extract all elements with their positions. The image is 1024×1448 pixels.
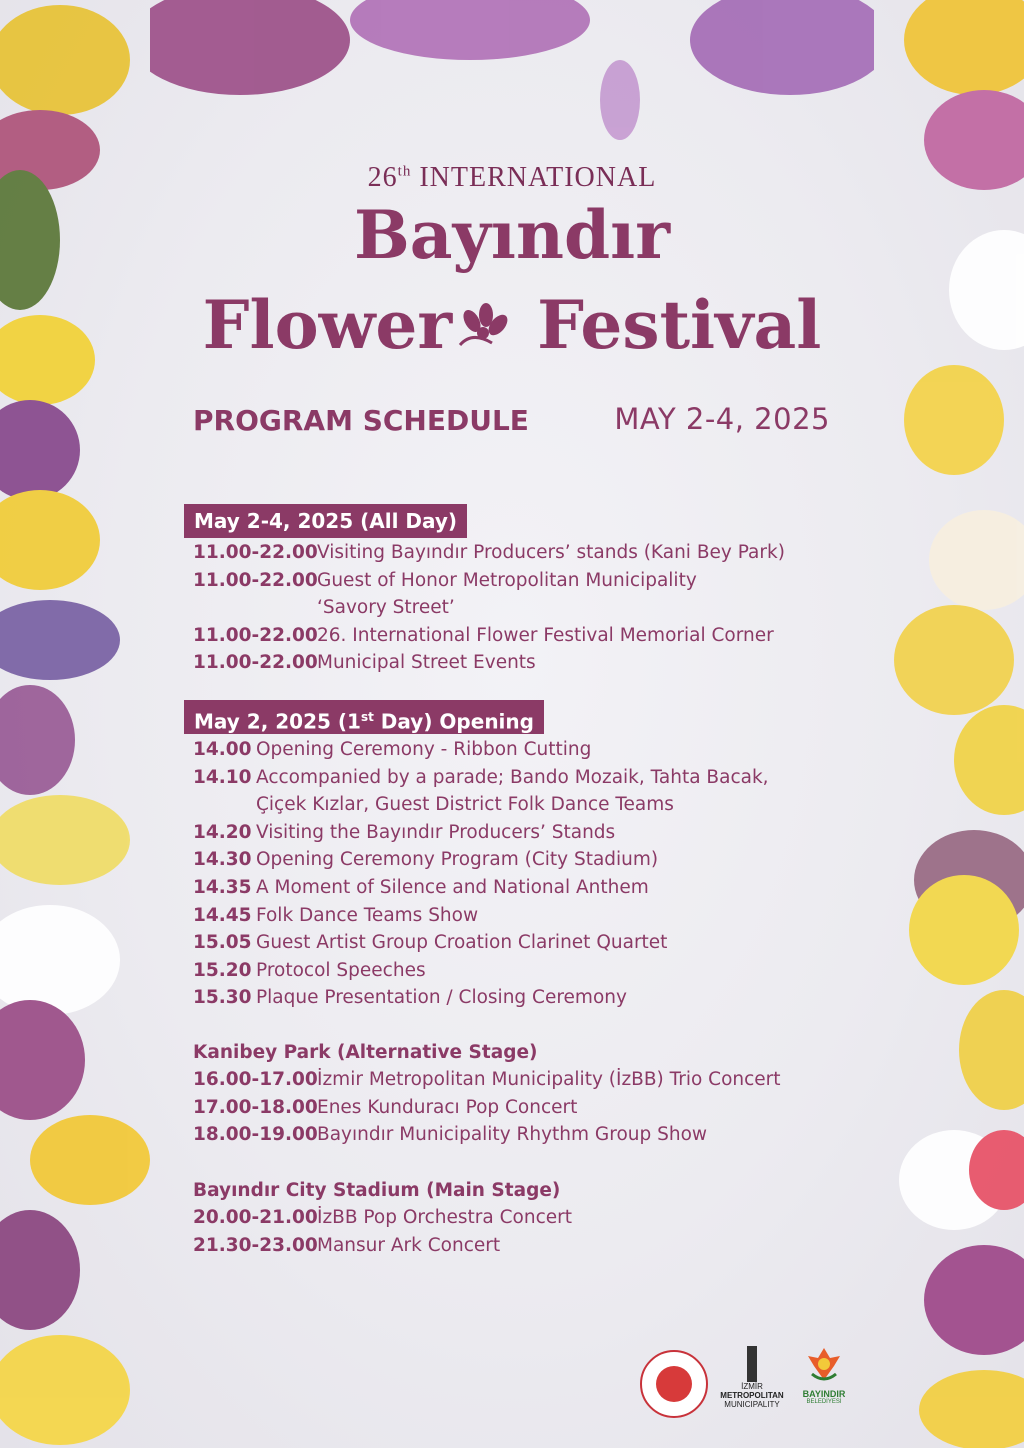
event-time: 21.30-23.00 xyxy=(193,1234,318,1256)
izmir-logo-line2: METROPOLITAN xyxy=(720,1391,784,1400)
event-time: 11.00-22.00 xyxy=(193,624,318,646)
event-time: 14.45 xyxy=(193,904,252,926)
event-title: Enes Kunduracı Pop Concert xyxy=(317,1096,578,1118)
izmir-logo-line1: İZMİR xyxy=(741,1382,763,1391)
section-all-day-header: May 2-4, 2025 (All Day) xyxy=(184,504,467,538)
bayindir-municipality-logo xyxy=(794,1344,854,1420)
event-time: 11.00-22.00 xyxy=(193,542,318,563)
list-item xyxy=(193,539,785,567)
event-title: Visiting the Bayındır Producers’ Stands xyxy=(256,821,616,843)
event-title: 26. International Flower Festival Memorial Corner xyxy=(317,624,774,646)
edition-number: 26 xyxy=(367,162,398,193)
section-all-day-list xyxy=(193,539,785,677)
event-title: A Moment of Silence and National Anthem xyxy=(256,876,649,898)
list-item xyxy=(193,1232,572,1260)
bayindir-logo-line1: BAYINDIR xyxy=(802,1389,846,1399)
event-title: Çiçek Kızlar, Guest District Folk Dance Teams xyxy=(256,794,674,816)
event-title: İzmir Metropolitan Municipality (İzBB) Trio Concert xyxy=(317,1069,781,1090)
event-title: Plaque Presentation / Closing Ceremony xyxy=(256,987,627,1009)
list-item xyxy=(193,649,785,677)
event-time: 11.00-22.00 xyxy=(193,569,318,591)
list-item xyxy=(193,1094,781,1122)
flower-ornament-icon xyxy=(452,301,514,361)
event-time: 14.30 xyxy=(193,849,252,871)
edition-text: INTERNATIONAL xyxy=(419,162,657,193)
event-time: 11.00-22.00 xyxy=(193,652,318,674)
list-item xyxy=(193,902,769,930)
opening-title-part2: Day) Opening xyxy=(373,709,534,734)
program-dates: MAY 2-4, 2025 xyxy=(614,402,830,436)
section-opening-list xyxy=(193,736,769,1012)
event-time: 14.00 xyxy=(193,739,252,760)
kanibey-park-heading: Kanibey Park (Alternative Stage) xyxy=(193,1042,538,1063)
event-time: 15.05 xyxy=(193,932,252,954)
list-item xyxy=(193,1121,781,1149)
list-item xyxy=(193,874,769,902)
list-item xyxy=(193,984,769,1012)
event-time: 14.35 xyxy=(193,876,252,898)
flower-logo-icon xyxy=(804,1344,844,1384)
opening-title-part1: May 2, 2025 (1 xyxy=(194,709,361,734)
kanibey-park-list xyxy=(193,1066,781,1149)
event-title: Opening Ceremony - Ribbon Cutting xyxy=(256,739,592,760)
title-word-flower: Flower xyxy=(202,286,453,364)
list-item xyxy=(193,819,769,847)
izmir-metropolitan-logo xyxy=(714,1346,790,1422)
event-title: Folk Dance Teams Show xyxy=(256,904,479,926)
event-time xyxy=(193,594,317,622)
governorship-seal-logo xyxy=(640,1350,708,1418)
list-item xyxy=(193,764,769,792)
festival-title-line1: Bayındır xyxy=(354,196,670,274)
event-title: Bayındır Municipality Rhythm Group Show xyxy=(317,1124,708,1146)
event-time: 18.00-19.00 xyxy=(193,1124,318,1146)
bayindir-logo-line2: BELEDİYESİ xyxy=(806,1399,842,1405)
event-title: Visiting Bayındır Producers’ stands (Kani Bey Park) xyxy=(317,542,785,563)
program-schedule-label: PROGRAM SCHEDULE xyxy=(193,404,529,437)
event-time: 15.20 xyxy=(193,959,252,981)
list-item xyxy=(193,594,785,622)
opening-title-sup: st xyxy=(360,710,374,724)
event-title: Opening Ceremony Program (City Stadium) xyxy=(256,849,659,871)
event-time: 16.00-17.00 xyxy=(193,1069,318,1090)
clock-tower-icon xyxy=(747,1346,757,1382)
list-item xyxy=(193,1204,572,1232)
event-title: Accompanied by a parade; Bando Mozaik, Tahta Bacak, xyxy=(256,766,769,788)
list-item xyxy=(193,1066,781,1094)
section-opening-header xyxy=(184,700,544,734)
sponsor-logos xyxy=(640,1340,860,1420)
city-stadium-list xyxy=(193,1204,572,1259)
list-item xyxy=(193,567,785,595)
event-title: ‘Savory Street’ xyxy=(317,597,455,619)
list-item xyxy=(193,957,769,985)
list-item xyxy=(193,736,769,764)
festival-title-line2 xyxy=(0,286,1024,364)
list-item xyxy=(193,791,769,819)
event-time xyxy=(193,791,256,819)
list-item xyxy=(193,846,769,874)
event-title: Guest of Honor Metropolitan Municipality xyxy=(317,569,697,591)
list-item xyxy=(193,929,769,957)
festival-edition xyxy=(0,162,1024,194)
title-word-festival: Festival xyxy=(537,286,822,364)
event-title: İzBB Pop Orchestra Concert xyxy=(317,1207,572,1228)
event-time: 14.20 xyxy=(193,821,252,843)
event-time: 20.00-21.00 xyxy=(193,1207,318,1228)
event-time: 14.10 xyxy=(193,766,252,788)
event-time: 15.30 xyxy=(193,987,252,1009)
event-title: Guest Artist Group Croation Clarinet Quartet xyxy=(256,932,668,954)
event-title: Mansur Ark Concert xyxy=(317,1234,501,1256)
izmir-logo-line3: MUNICIPALITY xyxy=(724,1400,780,1409)
list-item xyxy=(193,622,785,650)
event-title: Protocol Speeches xyxy=(256,959,426,981)
edition-suffix: th xyxy=(397,163,412,180)
event-title: Municipal Street Events xyxy=(317,652,536,674)
event-time: 17.00-18.00 xyxy=(193,1096,318,1118)
city-stadium-heading: Bayındır City Stadium (Main Stage) xyxy=(193,1180,561,1201)
